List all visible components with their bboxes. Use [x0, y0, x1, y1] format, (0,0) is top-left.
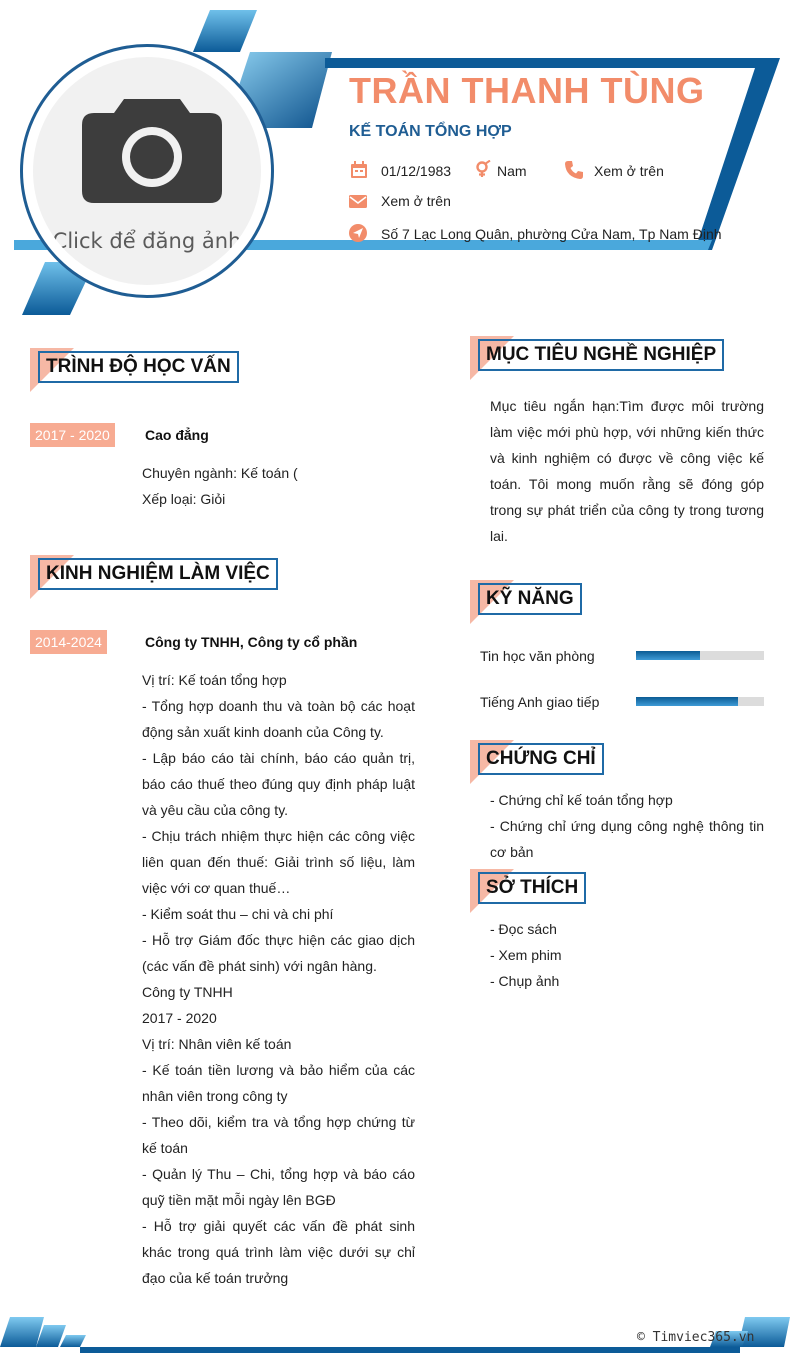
- avatar-upload-label[interactable]: Click để đăng ảnh: [52, 229, 242, 253]
- experience-line: Công ty TNHH: [142, 984, 233, 1000]
- skill-name: Tin học văn phòng: [480, 648, 595, 664]
- gender: Nam: [497, 163, 527, 179]
- skill-name: Tiếng Anh giao tiếp: [480, 694, 600, 710]
- experience-line: Vị trí: Kế toán tổng hợp: [142, 672, 287, 688]
- date-of-birth: 01/12/1983: [381, 163, 452, 179]
- location-icon: [349, 224, 367, 242]
- experience-line: - Kiểm soát thu – chi và chi phí: [142, 906, 334, 922]
- certificates-title: CHỨNG CHỈ: [478, 743, 604, 775]
- watermark: © Timviec365.vn: [637, 1330, 755, 1345]
- hobby-item: - Xem phim: [490, 947, 562, 963]
- calendar-icon: [350, 161, 368, 179]
- certificates-list: [490, 787, 764, 865]
- hobby-item: - Chụp ảnh: [490, 973, 560, 989]
- objective-text-block: [490, 393, 764, 549]
- skill-bar-fill: [636, 651, 700, 660]
- experience-line: - Kế toán tiền lương và bảo hiểm của các nhân viên trong công ty: [142, 1062, 415, 1104]
- skill-bar-track: [636, 651, 764, 660]
- deco-shape: [60, 1335, 86, 1347]
- hobbies-title: SỞ THÍCH: [478, 872, 586, 904]
- experience-line: - Hỗ trợ giải quyết các vấn đề phát sinh khác trong quá trình làm việc dưới sự chỉ đạo của kế toán trưởng: [142, 1218, 415, 1286]
- avatar-frame[interactable]: [20, 44, 274, 298]
- education-grade: Xếp loại: Giỏi: [142, 491, 226, 507]
- experience-line: - Lập báo cáo tài chính, báo cáo quản trị, báo cáo thuế theo đúng quy định pháp luật và yêu cầu của công ty.: [142, 750, 415, 818]
- experience-company: Công ty TNHH, Công ty cổ phần: [145, 634, 358, 650]
- experience-period: 2014-2024: [30, 630, 107, 654]
- hobby-item: - Đọc sách: [490, 921, 557, 937]
- camera-icon: [82, 93, 222, 203]
- phone: Xem ở trên: [594, 163, 664, 179]
- objective-text: Mục tiêu ngắn hạn:Tìm được môi trường làm việc mới phù hợp, với những kiến thức và kinh nghiệm có được về công việc kế toán. Tôi mong muốn rằng sẽ đóng góp trong sự phát triển của công ty trong tương lai.: [490, 398, 764, 544]
- experience-details: [142, 667, 415, 1291]
- experience-line: - Theo dõi, kiểm tra và tổng hợp chứng từ kế toán: [142, 1114, 415, 1156]
- education-title: TRÌNH ĐỘ HỌC VẤN: [38, 351, 239, 383]
- education-school: Cao đẳng: [145, 427, 209, 443]
- deco-shape: [0, 1317, 44, 1347]
- experience-line: - Hỗ trợ Giám đốc thực hiện các giao dịch (các vấn đề phát sinh) với ngân hàng.: [142, 932, 415, 974]
- gender-icon: [474, 160, 492, 178]
- phone-icon: [564, 160, 584, 180]
- certificate-item: - Chứng chỉ ứng dụng công nghệ thông tin cơ bản: [490, 818, 764, 860]
- skill-bar-fill: [636, 697, 738, 706]
- experience-title: KINH NGHIỆM LÀM VIỆC: [38, 558, 278, 590]
- skills-title: KỸ NĂNG: [478, 583, 582, 615]
- education-major: Chuyên ngành: Kế toán (: [142, 465, 298, 481]
- avatar-upload[interactable]: [33, 57, 261, 285]
- skill-bar-track: [636, 697, 764, 706]
- experience-line: - Chịu trách nhiệm thực hiện các công việc liên quan đến thuế: Giải trình số liệu, làm việc với cơ quan thuế…: [142, 828, 415, 896]
- experience-line: - Tổng hợp doanh thu và toàn bộ các hoạt động sản xuất kinh doanh của Công ty.: [142, 698, 415, 740]
- address: Số 7 Lạc Long Quân, phường Cửa Nam, Tp Nam Định: [381, 226, 722, 242]
- education-period: 2017 - 2020: [30, 423, 115, 447]
- deco-shape: [193, 10, 257, 52]
- experience-line: Vị trí: Nhân viên kế toán: [142, 1036, 292, 1052]
- job-title: KẾ TOÁN TỔNG HỢP: [349, 123, 512, 140]
- candidate-name: TRẦN THANH TÙNG: [349, 70, 705, 111]
- email-icon: [349, 193, 367, 211]
- hobbies-list: [490, 916, 764, 994]
- objective-title: MỤC TIÊU NGHỀ NGHIỆP: [478, 339, 724, 371]
- email: Xem ở trên: [381, 193, 451, 209]
- footer-line: [80, 1347, 740, 1353]
- certificate-item: - Chứng chỉ kế toán tổng hợp: [490, 792, 673, 808]
- experience-line: 2017 - 2020: [142, 1010, 217, 1026]
- experience-line: - Quản lý Thu – Chi, tổng hợp và báo cáo quỹ tiền mặt mỗi ngày lên BGĐ: [142, 1166, 415, 1208]
